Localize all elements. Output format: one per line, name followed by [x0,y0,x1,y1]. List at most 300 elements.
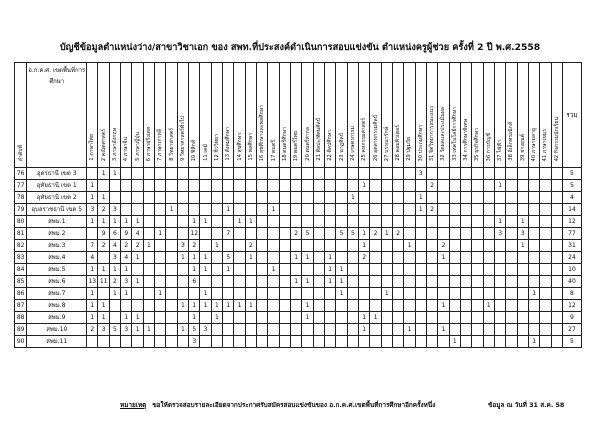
vacancy-cell [472,216,483,228]
vacancy-cell [540,324,551,336]
vacancy-cell: 1 [325,252,336,264]
vacancy-cell: 3 [415,168,426,180]
row-total: 31 [562,240,581,252]
vacancy-cell [177,180,188,192]
header-subject: 4 ภาษาจีน [121,63,132,168]
vacancy-cell: 1 [517,216,528,228]
vacancy-cell [426,252,437,264]
vacancy-cell [438,228,449,240]
row-area: สพม.6 [27,276,87,288]
vacancy-cell [347,300,358,312]
vacancy-cell [166,240,177,252]
header-subject: 37 ไฟฟ้า [494,63,505,168]
vacancy-cell [325,240,336,252]
vacancy-cell [404,204,415,216]
vacancy-cell [551,324,562,336]
vacancy-cell: 1 [517,240,528,252]
vacancy-cell: 1 [415,204,426,216]
vacancy-cell [426,240,437,252]
vacancy-cell: 2 [98,240,109,252]
vacancy-cell [211,168,222,180]
vacancy-cell [404,336,415,348]
vacancy-cell [404,264,415,276]
vacancy-cell [381,324,392,336]
vacancy-cell: 2 [291,228,302,240]
vacancy-cell [87,228,98,240]
vacancy-cell: 3 [98,324,109,336]
header-subject: 14 สุขศึกษา [234,63,245,168]
vacancy-cell: 1 [302,312,313,324]
vacancy-cell: 1 [359,240,370,252]
vacancy-cell [483,252,494,264]
vacancy-cell [506,192,517,204]
vacancy-cell [551,264,562,276]
vacancy-cell [347,324,358,336]
vacancy-cell: 1 [494,180,505,192]
vacancy-cell [528,264,539,276]
header-subject: 23 นาฏศิลป์ [336,63,347,168]
vacancy-cell [449,192,460,204]
header-subject: 29 ปฐมวัย [404,63,415,168]
vacancy-cell [517,204,528,216]
vacancy-cell [166,264,177,276]
vacancy-cell: 1 [87,180,98,192]
vacancy-cell [279,228,290,240]
vacancy-cell [426,192,437,204]
vacancy-cell [257,276,268,288]
vacancy-cell [528,240,539,252]
vacancy-cell [404,192,415,204]
vacancy-cell [279,312,290,324]
vacancy-cell [279,264,290,276]
vacancy-cell [279,288,290,300]
vacancy-cell [155,216,166,228]
vacancy-cell: 3 [87,204,98,216]
as-of-date: ข้อมูล ณ วันที่ 31 ส.ค. 58 [488,401,565,409]
vacancy-cell: 1 [121,264,132,276]
vacancy-cell [449,204,460,216]
header-subject: 11 เคมี [200,63,211,168]
vacancy-cell [109,336,120,348]
vacancy-cell [143,312,154,324]
vacancy-cell [121,300,132,312]
vacancy-cell: 9 [121,228,132,240]
vacancy-cell: 1 [381,228,392,240]
header-subject: 1 ภาษาไทย [87,63,98,168]
vacancy-cell [347,312,358,324]
vacancy-cell [393,168,404,180]
vacancy-cell [483,312,494,324]
vacancy-cell: 6 [109,228,120,240]
row-total: 24 [562,252,581,264]
vacancy-cell [257,180,268,192]
vacancy-cell: 1 [223,204,234,216]
vacancy-cell [494,288,505,300]
vacancy-cell [245,336,256,348]
vacancy-cell [347,180,358,192]
vacancy-cell [313,180,324,192]
vacancy-cell [517,252,528,264]
vacancy-cell [517,288,528,300]
row-total: 10 [562,264,581,276]
vacancy-cell [460,276,471,288]
vacancy-cell [347,252,358,264]
header-subject: 26 อุตสาหกรรมศิลป์ [370,63,381,168]
vacancy-cell [381,312,392,324]
vacancy-cell [460,264,471,276]
vacancy-cell [223,288,234,300]
vacancy-cell [347,240,358,252]
vacancy-cell [449,324,460,336]
vacancy-cell [291,336,302,348]
vacancy-cell: 1 [98,300,109,312]
vacancy-cell [551,180,562,192]
vacancy-cell [551,228,562,240]
table-row [15,336,582,348]
vacancy-cell [257,216,268,228]
vacancy-cell [279,336,290,348]
vacancy-cell [415,180,426,192]
vacancy-cell [223,240,234,252]
vacancy-cell: 1 [98,312,109,324]
vacancy-cell [426,264,437,276]
header-subject: 27 บรรณารักษ์ [381,63,392,168]
vacancy-cell [313,216,324,228]
vacancy-cell [132,168,143,180]
vacancy-cell [472,240,483,252]
vacancy-cell: 3 [121,324,132,336]
vacancy-cell [551,276,562,288]
vacancy-cell [166,324,177,336]
vacancy-cell [359,216,370,228]
table-row [15,168,582,180]
table-body [15,168,582,348]
vacancy-cell [438,180,449,192]
vacancy-cell [393,300,404,312]
vacancy-cell: 5 [223,252,234,264]
vacancy-cell: 1 [325,264,336,276]
vacancy-cell: 1 [200,300,211,312]
vacancy-cell [528,192,539,204]
row-number: 84 [15,264,27,276]
vacancy-cell [109,300,120,312]
vacancy-cell [200,168,211,180]
vacancy-cell [325,312,336,324]
vacancy-cell: 5 [189,324,200,336]
vacancy-cell [166,300,177,312]
vacancy-cell [121,168,132,180]
vacancy-cell [359,288,370,300]
vacancy-cell [268,168,279,180]
vacancy-cell [438,192,449,204]
vacancy-cell: 1 [302,300,313,312]
vacancy-cell [460,180,471,192]
vacancy-cell: 1 [211,240,222,252]
vacancy-cell [551,240,562,252]
vacancy-cell [245,324,256,336]
vacancy-cell [494,324,505,336]
vacancy-cell [517,324,528,336]
vacancy-cell [291,192,302,204]
vacancy-cell [449,240,460,252]
vacancy-cell [506,336,517,348]
vacancy-cell: 1 [483,300,494,312]
vacancy-cell [540,204,551,216]
vacancy-cell [211,204,222,216]
header-subject: 15 พลศึกษา [245,63,256,168]
vacancy-cell [257,192,268,204]
vacancy-cell [325,324,336,336]
table-row [15,324,582,336]
vacancy-cell [347,216,358,228]
vacancy-cell: 1 [87,288,98,300]
vacancy-cell [279,240,290,252]
vacancy-cell: 2 [109,276,120,288]
vacancy-cell [336,252,347,264]
vacancy-cell [528,252,539,264]
vacancy-cell [257,288,268,300]
vacancy-cell [291,264,302,276]
vacancy-cell [132,288,143,300]
vacancy-cell [551,288,562,300]
vacancy-cell [370,180,381,192]
vacancy-cell [121,180,132,192]
vacancy-cell [234,252,245,264]
vacancy-cell [177,204,188,216]
row-total: 12 [562,300,581,312]
footnote-label: หมายเหตุ [120,401,147,409]
vacancy-cell [121,192,132,204]
row-total: 77 [562,228,581,240]
vacancy-cell [166,276,177,288]
vacancy-cell [325,228,336,240]
vacancy-cell [223,168,234,180]
vacancy-cell: 1 [223,264,234,276]
vacancy-cell [143,204,154,216]
row-total: 40 [562,276,581,288]
row-number: 85 [15,276,27,288]
vacancy-cell [245,192,256,204]
vacancy-cell [189,288,200,300]
vacancy-cell [189,168,200,180]
vacancy-cell [381,336,392,348]
vacancy-cell [426,216,437,228]
header-subject: 7 ภาษาเกาหลี [155,63,166,168]
vacancy-cell [155,324,166,336]
vacancy-cell [302,240,313,252]
vacancy-cell [155,252,166,264]
vacancy-cell [313,336,324,348]
vacancy-cell: 1 [438,252,449,264]
vacancy-cell [494,192,505,204]
vacancy-cell: 1 [143,324,154,336]
vacancy-cell [166,336,177,348]
header-subject: 19 ดนตรีไทย [291,63,302,168]
vacancy-cell [166,228,177,240]
vacancy-cell: 3 [200,324,211,336]
row-number: 90 [15,336,27,348]
vacancy-cell [404,216,415,228]
vacancy-cell [313,324,324,336]
vacancy-cell [279,216,290,228]
vacancy-cell [211,228,222,240]
vacancy-cell [381,180,392,192]
vacancy-cell [540,300,551,312]
row-area: สพม.4 [27,252,87,264]
vacancy-cell [325,288,336,300]
vacancy-cell [483,204,494,216]
vacancy-cell [211,336,222,348]
vacancy-cell [460,192,471,204]
vacancy-cell [325,168,336,180]
vacancy-cell [449,252,460,264]
vacancy-cell: 1 [415,192,426,204]
vacancy-table [14,62,582,348]
vacancy-cell [404,228,415,240]
vacancy-cell [211,276,222,288]
vacancy-cell: 1 [200,252,211,264]
vacancy-cell [449,300,460,312]
vacancy-cell [381,264,392,276]
vacancy-cell [302,168,313,180]
vacancy-cell [336,312,347,324]
row-number: 87 [15,300,27,312]
vacancy-cell [449,168,460,180]
vacancy-cell: 1 [121,216,132,228]
table-row [15,312,582,324]
vacancy-cell [313,288,324,300]
vacancy-cell: 1 [87,312,98,324]
footnote [120,400,435,410]
vacancy-cell [404,312,415,324]
vacancy-cell [109,192,120,204]
header-subject: 38 อิเล็กทรอนิกส์ [506,63,517,168]
vacancy-cell [551,168,562,180]
vacancy-cell: 1 [189,300,200,312]
vacancy-cell: 1 [336,288,347,300]
header-subject: 6 ภาษาฝรั่งเศส [143,63,154,168]
vacancy-cell [472,192,483,204]
header-subject: 40 ภาษามลายู [528,63,539,168]
vacancy-cell [132,204,143,216]
vacancy-cell [415,288,426,300]
vacancy-cell: 1 [359,324,370,336]
vacancy-cell: 9 [98,228,109,240]
vacancy-cell [313,192,324,204]
vacancy-cell [370,168,381,180]
vacancy-cell [506,312,517,324]
vacancy-cell: 3 [189,336,200,348]
vacancy-cell [98,336,109,348]
vacancy-cell: 2 [98,204,109,216]
vacancy-cell [166,216,177,228]
vacancy-cell: 3 [517,228,528,240]
vacancy-cell [268,180,279,192]
vacancy-cell [438,312,449,324]
vacancy-cell: 1 [223,300,234,312]
vacancy-cell [472,264,483,276]
vacancy-cell [506,240,517,252]
vacancy-cell [189,204,200,216]
header-subject: 33 เทคโนโลยีการศึกษา [449,63,460,168]
vacancy-cell [460,216,471,228]
vacancy-cell [336,216,347,228]
vacancy-cell [302,192,313,204]
vacancy-cell [166,312,177,324]
vacancy-cell [279,192,290,204]
vacancy-cell [200,276,211,288]
vacancy-cell: 3 [109,252,120,264]
vacancy-cell [336,168,347,180]
vacancy-cell [211,192,222,204]
header-subject: 35 ธุรกิจศึกษา [472,63,483,168]
vacancy-cell [291,168,302,180]
vacancy-cell [415,264,426,276]
vacancy-cell [551,216,562,228]
vacancy-cell [200,180,211,192]
vacancy-cell: 5 [347,228,358,240]
row-area: สพม.2 [27,228,87,240]
vacancy-cell [438,336,449,348]
vacancy-cell [438,288,449,300]
vacancy-cell [483,168,494,180]
vacancy-cell [370,276,381,288]
vacancy-cell: 3 [109,204,120,216]
vacancy-cell [189,180,200,192]
vacancy-cell [268,312,279,324]
vacancy-cell: 1 [87,216,98,228]
vacancy-cell [98,252,109,264]
header-subject: 39 ช่างยนต์ [517,63,528,168]
row-total: 4 [562,192,581,204]
table-row [15,240,582,252]
vacancy-cell [449,264,460,276]
vacancy-cell: 1 [177,252,188,264]
header-subject: 20 ดนตรีสากล [302,63,313,168]
vacancy-cell [257,300,268,312]
vacancy-cell: 1 [132,312,143,324]
vacancy-cell: 1 [359,180,370,192]
vacancy-cell [87,168,98,180]
vacancy-cell: 2 [121,240,132,252]
vacancy-cell [245,204,256,216]
vacancy-cell [155,180,166,192]
vacancy-cell [438,276,449,288]
vacancy-cell [279,276,290,288]
vacancy-cell [245,180,256,192]
vacancy-cell [291,204,302,216]
vacancy-cell [540,252,551,264]
vacancy-cell [291,312,302,324]
vacancy-cell [472,168,483,180]
vacancy-cell [393,324,404,336]
vacancy-cell [528,276,539,288]
vacancy-cell [347,336,358,348]
vacancy-cell [245,288,256,300]
vacancy-cell [404,300,415,312]
vacancy-cell [155,300,166,312]
vacancy-cell [381,192,392,204]
vacancy-cell [291,300,302,312]
vacancy-cell [257,204,268,216]
vacancy-cell [177,276,188,288]
vacancy-cell [302,288,313,300]
vacancy-cell [155,192,166,204]
vacancy-cell [460,288,471,300]
vacancy-cell [257,324,268,336]
row-total: 5 [562,168,581,180]
vacancy-cell: 1 [291,276,302,288]
